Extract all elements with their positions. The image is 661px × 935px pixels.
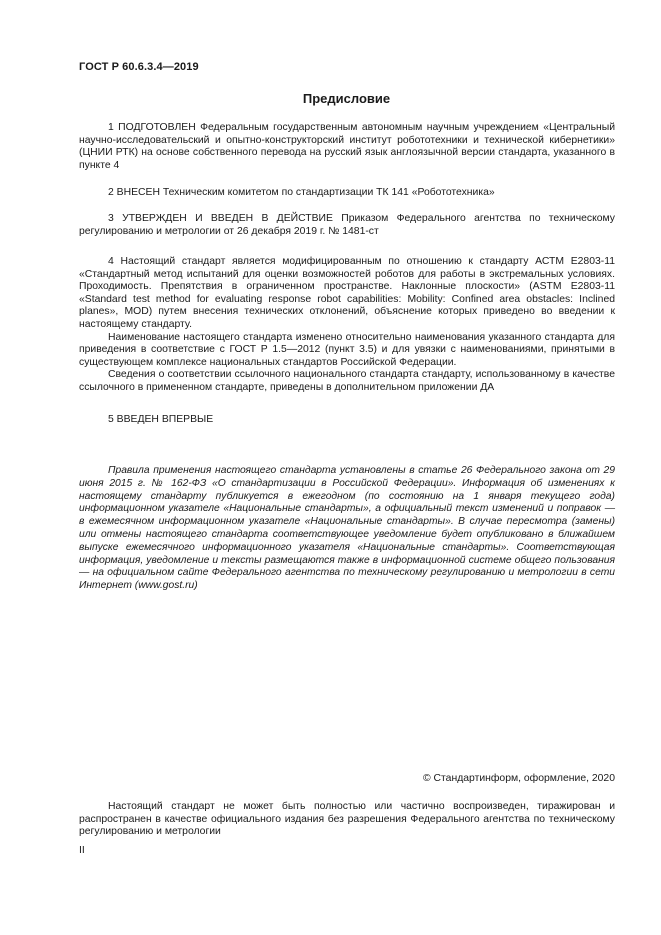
reproduction-rights [79, 801, 615, 839]
section-1 [79, 122, 615, 172]
section-4-paragraph-2: Наименование настоящего стандарта изменено относительно наименования указанного стандарта для приведения в соответствие с ГОСТ Р 1.5—2012 (пункт 3.5) и для увязки с наименованиями, принятыми в существующем комплексе национальных стандартов Российской Федерации. [79, 331, 615, 368]
section-3 [79, 213, 615, 238]
document-code: ГОСТ Р 60.6.3.4—2019 [79, 61, 199, 73]
notice-text: Правила применения настоящего стандарта установлены в статье 26 Федерального закона от 29 июня 2015 г. № 162-ФЗ «О стандартизации в Российской Федерации». Информация об изменениях к настоящему стандарту публикуется в ежегодном (по состоянию на 1 января текущего года) информационном указателе «Национальные стандарты», а официальный текст изменений и поправок — в ежемесячном информационном указателе «Национальные стандарты». В случае пересмотра (замены) или отмены настоящего стандарта соответствующее уведомление будет опубликовано в ближайшем выпуске ежемесячного информационного указателя «Национальные стандарты». Соответствующая информация, уведомление и тексты размещаются также в информационной системе общего пользования — на официальном сайте Федерального агентства по техническому регулированию и метрологии в сети Интернет (www.gost.ru) [79, 465, 615, 592]
section-4-paragraph-3: Сведения о соответствии ссылочного национального стандарта стандарту, использованному в качестве ссылочного в примененном стандарте, приведены в дополнительном приложении ДА [79, 369, 615, 393]
rights-text: Настоящий стандарт не может быть полностью или частично воспроизведен, тиражирован и распространен в качестве официального издания без разрешения Федерального агентства по техническому регулированию и метрологии [79, 801, 615, 838]
copyright-line: © Стандартинформ, оформление, 2020 [422, 773, 615, 784]
section-2 [79, 187, 615, 200]
section-1-text: 1 ПОДГОТОВЛЕН Федеральным государственным автономным научным учреждением «Центральный научно-исследовательский и опытно-конструкторский институт робототехники и технической кибернетики» (ЦНИИ РТК) на основе собственного перевода на русский язык англоязычной версии стандарта, указанного в пункте 4 [79, 122, 615, 171]
section-4 [79, 256, 615, 395]
section-3-text: 3 УТВЕРЖДЕН И ВВЕДЕН В ДЕЙСТВИЕ Приказом Федерального агентства по техническому регулированию и метрологии от 26 декабря 2019 г. № 1481-ст [79, 213, 615, 237]
section-5-text: 5 ВВЕДЕН ВПЕРВЫЕ [108, 414, 214, 425]
section-2-text: 2 ВНЕСЕН Техническим комитетом по стандартизации ТК 141 «Робототехника» [108, 187, 495, 198]
page-number: II [79, 845, 85, 856]
section-5 [79, 414, 615, 427]
application-rules-notice [79, 465, 615, 593]
page-title: Предисловие [302, 91, 391, 106]
section-4-paragraph-1: 4 Настоящий стандарт является модифицированным по отношению к стандарту АСТМ Е2803-11 «Стандартный метод испытаний для оценки возможностей роботов для работы в экстремальных условиях. Проходимость. Препятствия в ограниченном пространстве. Наклонные плоскости» (ASTM E2803-11 «Standard test method for evaluating response robot capabilities: Mobility: Confined area obstacles: Inclined planes», MOD) путем внесения технических отклонений, объяснение которых приведено во введении к настоящему стандарту. [79, 256, 615, 330]
